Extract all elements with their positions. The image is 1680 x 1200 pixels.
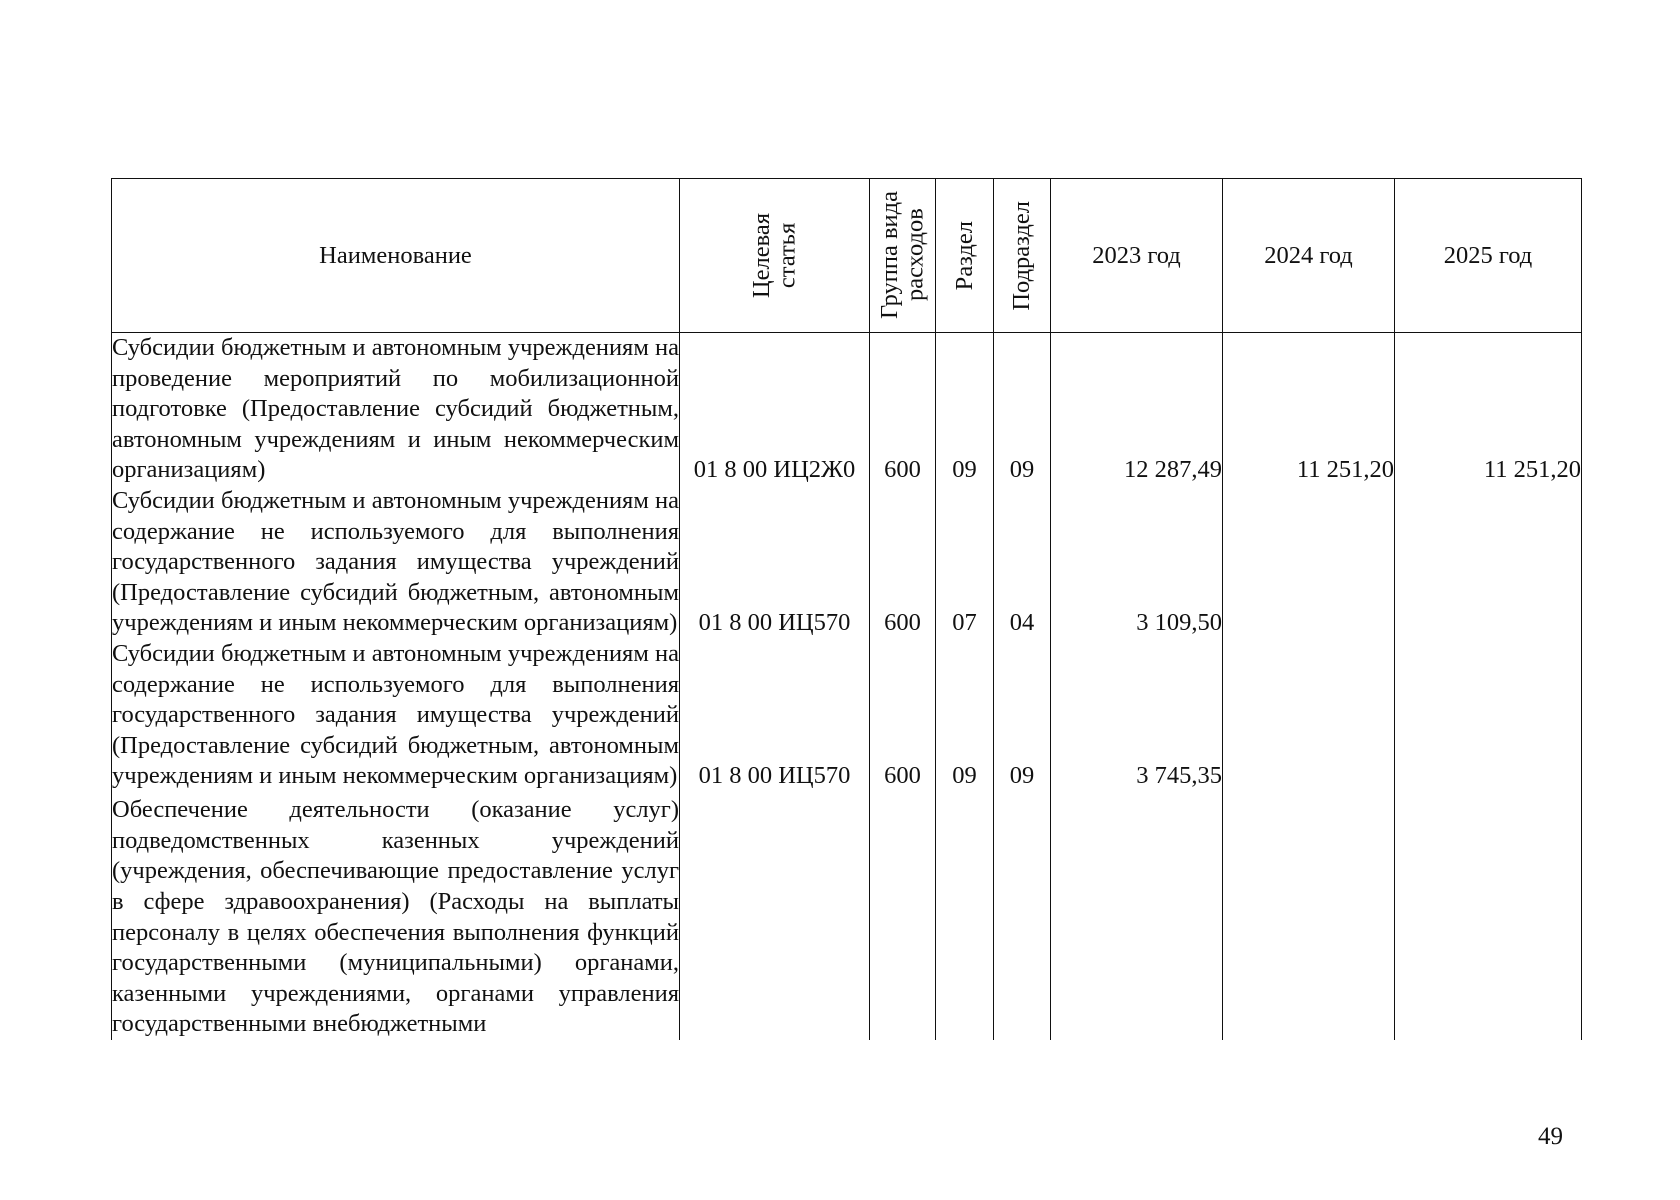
header-subsection	[994, 179, 1051, 333]
row-subsection: 09	[994, 333, 1051, 486]
row-amount-2025	[1395, 639, 1582, 792]
header-section	[936, 179, 994, 333]
row-amount-2024	[1223, 792, 1395, 1040]
header-subsection-label: Подраздел	[1008, 200, 1036, 311]
row-subsection: 09	[994, 639, 1051, 792]
table-row	[112, 792, 1582, 1040]
row-name: Субсидии бюджетным и автономным учреждениям на содержание не используемого для выполнения государственного задания имущества учреждений (Предоставление субсидий бюджетным, автономным учреждениям и иным некоммерческим организациям)	[112, 639, 680, 792]
row-subsection	[994, 792, 1051, 1040]
row-section: 09	[936, 333, 994, 486]
budget-table	[111, 178, 1582, 1040]
header-2024: 2024 год	[1223, 179, 1395, 333]
row-target-article: 01 8 00 ИЦ570	[680, 639, 870, 792]
header-target-article-label: Целевая статья	[747, 212, 801, 299]
table-row	[112, 639, 1582, 792]
row-expense-group: 600	[870, 333, 936, 486]
row-section	[936, 792, 994, 1040]
row-section: 09	[936, 639, 994, 792]
header-target-article	[680, 179, 870, 333]
table-row	[112, 486, 1582, 639]
table-header	[112, 179, 1582, 333]
header-2023: 2023 год	[1051, 179, 1223, 333]
row-name: Обеспечение деятельности (оказание услуг) подведомственных казенных учреждений (учреждения, обеспечивающие предоставление услуг в сфере здравоохранения) (Расходы на выплаты персоналу в целях обеспечения выполнения функций государственными (муниципальными) органами, казенными учреждениями, органами управления государственными внебюджетными	[112, 792, 680, 1040]
row-amount-2023: 3 745,35	[1051, 639, 1223, 792]
table-row	[112, 333, 1582, 486]
row-subsection: 04	[994, 486, 1051, 639]
row-target-article	[680, 792, 870, 1040]
header-row	[112, 179, 1582, 333]
row-amount-2024	[1223, 639, 1395, 792]
row-section: 07	[936, 486, 994, 639]
row-amount-2023: 12 287,49	[1051, 333, 1223, 486]
page-number: 49	[1538, 1123, 1563, 1150]
row-amount-2025: 11 251,20	[1395, 333, 1582, 486]
row-amount-2024: 11 251,20	[1223, 333, 1395, 486]
row-target-article: 01 8 00 ИЦ570	[680, 486, 870, 639]
row-expense-group: 600	[870, 639, 936, 792]
row-target-article: 01 8 00 ИЦ2Ж0	[680, 333, 870, 486]
header-name: Наименование	[112, 179, 680, 333]
header-expense-group	[870, 179, 936, 333]
header-expense-group-label: Группа вида расходов	[875, 191, 929, 320]
row-amount-2023	[1051, 792, 1223, 1040]
row-amount-2025	[1395, 792, 1582, 1040]
row-amount-2024	[1223, 486, 1395, 639]
header-2025: 2025 год	[1395, 179, 1582, 333]
row-expense-group: 600	[870, 486, 936, 639]
header-section-label: Раздел	[950, 220, 978, 291]
row-amount-2025	[1395, 486, 1582, 639]
row-name: Субсидии бюджетным и автономным учреждениям на содержание не используемого для выполнения государственного задания имущества учреждений (Предоставление субсидий бюджетным, автономным учреждениям и иным некоммерческим организациям)	[112, 486, 680, 639]
table-body	[112, 333, 1582, 1040]
row-amount-2023: 3 109,50	[1051, 486, 1223, 639]
row-expense-group	[870, 792, 936, 1040]
row-name: Субсидии бюджетным и автономным учреждениям на проведение мероприятий по мобилизационной подготовке (Предоставление субсидий бюджетным, автономным учреждениям и иным некоммерческим организациям)	[112, 333, 680, 486]
